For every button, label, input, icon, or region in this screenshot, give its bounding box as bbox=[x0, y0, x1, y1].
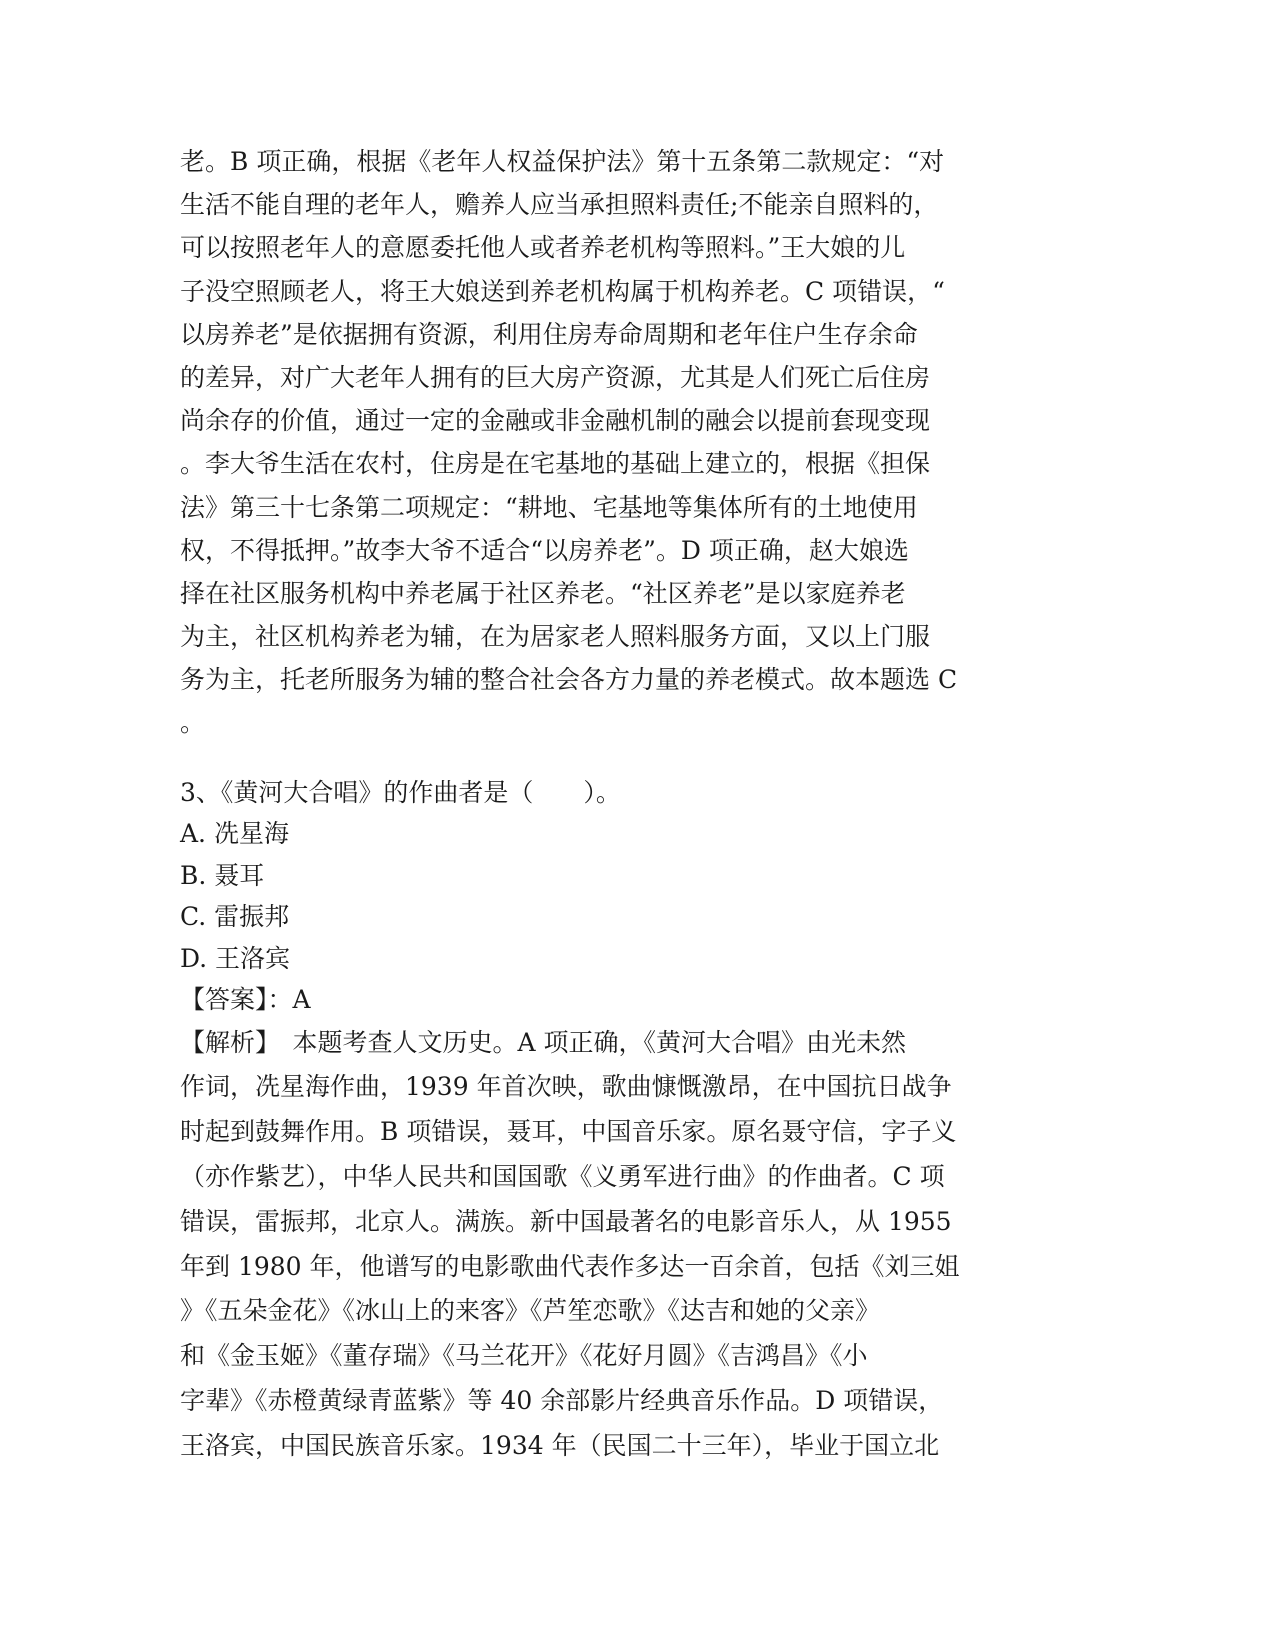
question-3 bbox=[180, 772, 1040, 814]
analysis-block bbox=[180, 1021, 1040, 1469]
text-line: 务为主，托老所服务为辅的整合社会各方力量的养老模式。故本题选 C bbox=[180, 665, 958, 695]
text-line: 【解析】 本题考查人文历史。A 项正确，《黄河大合唱》由光未然 bbox=[180, 1027, 907, 1057]
option-c: C. 雷振邦 bbox=[180, 902, 290, 932]
text-line: 时起到鼓舞作用。B 项错误，聂耳，中国音乐家。原名聂守信，字子义 bbox=[180, 1117, 957, 1147]
text-line: （亦作紫艺），中华人民共和国国歌《义勇军进行曲》的作曲者。C 项 bbox=[180, 1162, 945, 1192]
text-line: 子没空照顾老人，将王大娘送到养老机构属于机构养老。C 项错误，“ bbox=[180, 276, 945, 306]
text-line: 年到 1980 年，他谱写的电影歌曲代表作多达一百余首，包括《刘三姐 bbox=[180, 1251, 960, 1281]
text-line: 可以按照老年人的意愿委托他人或者养老机构等照料。”王大娘的儿 bbox=[180, 233, 906, 263]
text-line: 以房养老”是依据拥有资源，利用住房寿命周期和老年住户生存余命 bbox=[180, 319, 918, 349]
text-line: 和《金玉姬》《董存瑞》《马兰花开》《花好月圆》《吉鸿昌》《小 bbox=[180, 1341, 868, 1371]
text-line: 。 bbox=[180, 708, 206, 738]
text-line: 的差异，对广大老年人拥有的巨大房产资源，尤其是人们死亡后住房 bbox=[180, 362, 931, 392]
option-a: A. 冼星海 bbox=[180, 819, 289, 849]
document-page bbox=[180, 140, 1040, 1469]
text-line: 错误，雷振邦，北京人。满族。新中国最著名的电影音乐人，从 1955 bbox=[180, 1206, 952, 1236]
option-d: D. 王洛宾 bbox=[180, 943, 291, 973]
text-line: 择在社区服务机构中养老属于社区养老。“社区养老”是以家庭养老 bbox=[180, 578, 906, 608]
question-title: 3、《黄河大合唱》的作曲者是（ ）。 bbox=[180, 777, 621, 807]
text-line: 。李大爷生活在农村，住房是在宅基地的基础上建立的，根据《担保 bbox=[180, 449, 931, 479]
answer-line: 【答案】：A bbox=[180, 985, 311, 1015]
text-line: 为主，社区机构养老为辅，在为居家老人照料服务方面，又以上门服 bbox=[180, 622, 931, 652]
text-line: 作词，冼星海作曲，1939 年首次映，歌曲慷慨激昂，在中国抗日战争 bbox=[180, 1072, 952, 1102]
option-b: B. 聂耳 bbox=[180, 860, 265, 890]
text-line: 法》第三十七条第二项规定：“耕地、宅基地等集体所有的土地使用 bbox=[180, 492, 918, 522]
text-line: 权，不得抵押。”故李大爷不适合“以房养老”。D 项正确，赵大娘选 bbox=[180, 535, 909, 565]
text-line: 》《五朵金花》《冰山上的来客》《芦笙恋歌》《达吉和她的父亲》 bbox=[180, 1296, 881, 1326]
option-list bbox=[180, 813, 1040, 979]
text-line: 王洛宾，中国民族音乐家。1934 年（民国二十三年），毕业于国立北 bbox=[180, 1430, 940, 1460]
text-line: 生活不能自理的老年人，赡养人应当承担照料责任;不能亲自照料的， bbox=[180, 190, 939, 220]
text-line: 老。B 项正确，根据《老年人权益保护法》第十五条第二款规定：“对 bbox=[180, 147, 945, 176]
answer-block bbox=[180, 979, 1040, 1021]
text-line: 尚余存的价值，通过一定的金融或非金融机制的融会以提前套现变现 bbox=[180, 406, 931, 436]
previous-explanation bbox=[180, 140, 1040, 745]
text-line: 字辈》《赤橙黄绿青蓝紫》等 40 余部影片经典音乐作品。D 项错误， bbox=[180, 1386, 944, 1415]
